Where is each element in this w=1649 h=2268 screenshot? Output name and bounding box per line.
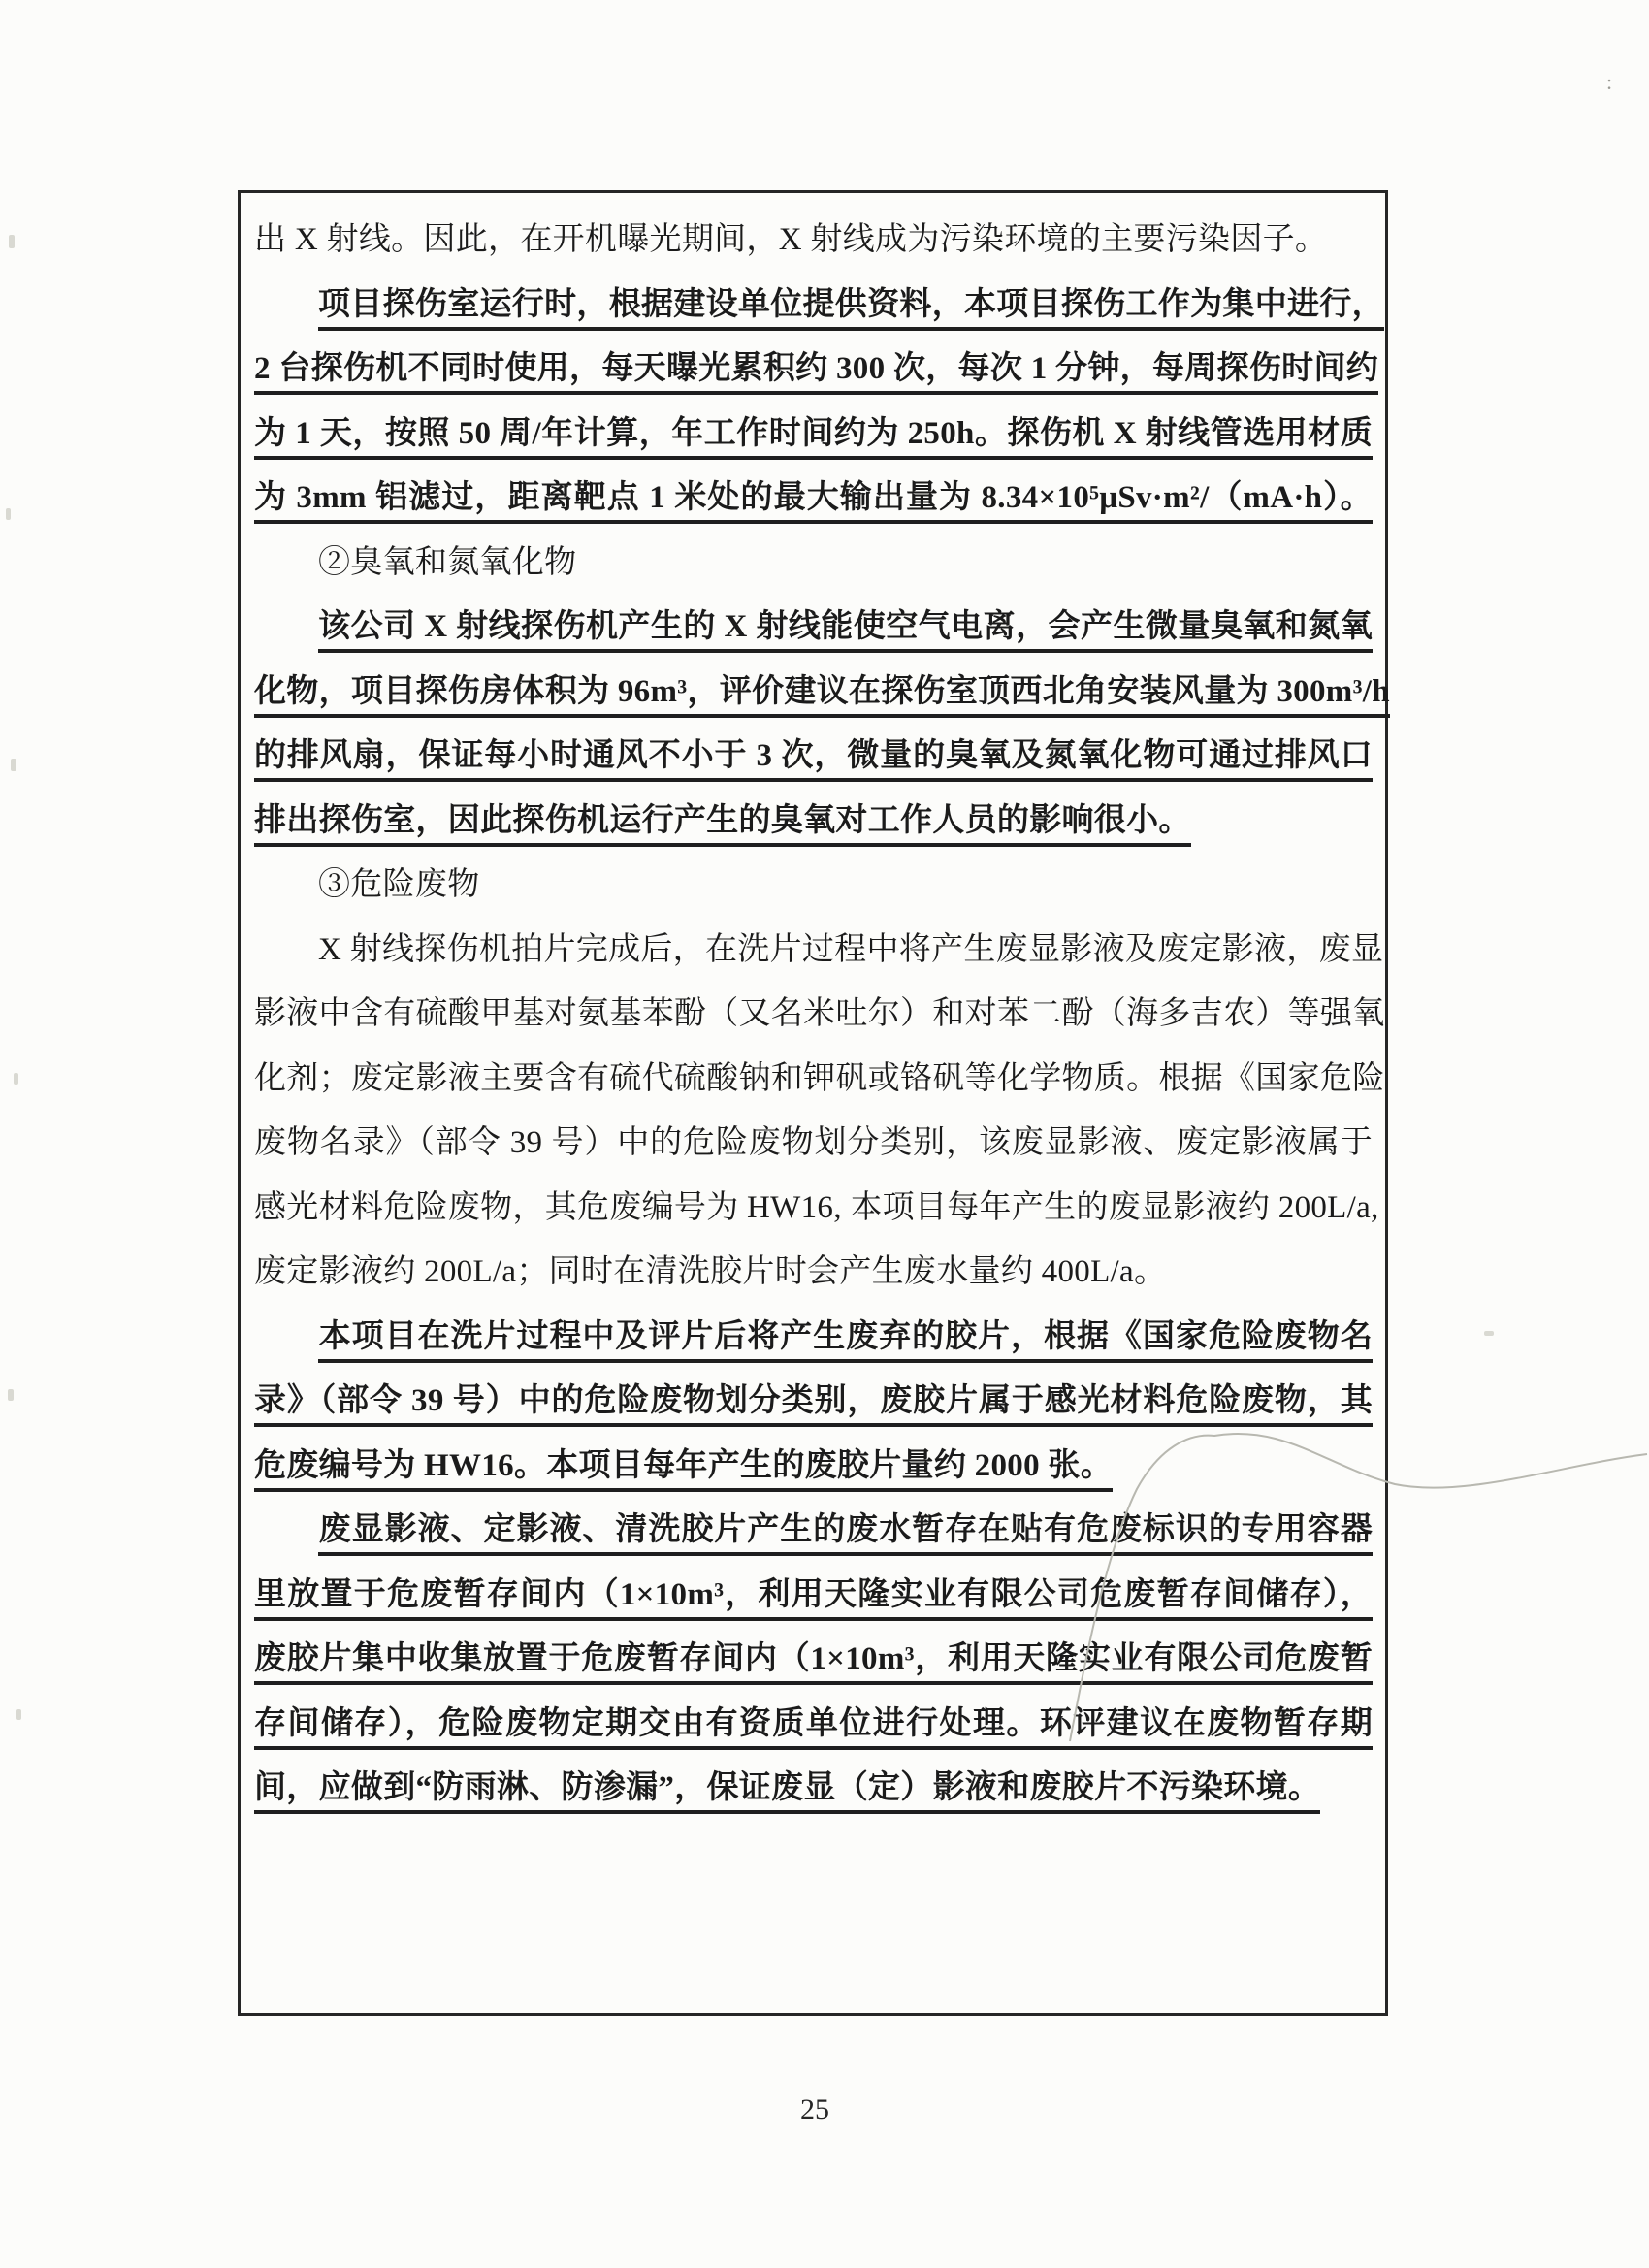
scan-speckle bbox=[11, 759, 16, 771]
text-line bbox=[254, 337, 1379, 402]
page-number: 25 bbox=[800, 2093, 829, 2125]
underlined-text: 本项目在洗片过程中及评片后将产生废弃的胶片，根据《国家危险废物名 bbox=[318, 1319, 1373, 1363]
text-line bbox=[254, 595, 1373, 660]
text-line bbox=[254, 1563, 1373, 1628]
text-line bbox=[254, 1498, 1373, 1563]
text-line bbox=[254, 531, 1373, 596]
paragraph-indent bbox=[254, 635, 318, 636]
text-line bbox=[254, 853, 1373, 918]
text-line bbox=[254, 1111, 1373, 1176]
text-line bbox=[254, 660, 1390, 725]
text-line bbox=[254, 1305, 1373, 1370]
text-line bbox=[254, 724, 1373, 789]
body-text: 出 X 射线。因此，在开机曝光期间，X 射线成为污染环境的主要污染因子。 bbox=[254, 222, 1328, 257]
underlined-text: 化物，项目探伤房体积为 96m³，评价建议在探伤室顶西北角安装风量为 300m³/h bbox=[254, 674, 1390, 718]
text-line bbox=[254, 982, 1385, 1047]
scan-speckle bbox=[1484, 1331, 1494, 1336]
body-text: 废物名录》（部令 39 号）中的危险废物划分类别，该废显影液、废定影液属于 bbox=[254, 1125, 1373, 1160]
underlined-text: 间，应做到“防雨淋、防渗漏”，保证废显（定）影液和废胶片不污染环境。 bbox=[254, 1770, 1320, 1814]
text-line bbox=[254, 466, 1373, 531]
scan-speckle bbox=[8, 1389, 14, 1401]
underlined-text: 存间储存），危险废物定期交由有资质单位进行处理。环评建议在废物暂存期 bbox=[254, 1706, 1373, 1750]
underlined-text: 录》（部令 39 号）中的危险废物划分类别，废胶片属于感光材料危险废物，其 bbox=[254, 1383, 1373, 1427]
text-line bbox=[254, 1369, 1373, 1434]
text-line bbox=[254, 1240, 1373, 1305]
text-line bbox=[254, 1627, 1373, 1692]
text-line bbox=[254, 1692, 1373, 1757]
scan-speckle bbox=[9, 235, 15, 248]
text-line bbox=[254, 918, 1384, 983]
text-line bbox=[254, 1176, 1379, 1241]
body-text: 废定影液约 200L/a；同时在清洗胶片时会产生废水量约 400L/a。 bbox=[254, 1254, 1167, 1289]
body-text: 化剂；废定影液主要含有硫代硫酸钠和钾矾或铬矾等化学物质。根据《国家危险 bbox=[254, 1060, 1385, 1096]
paragraph-indent bbox=[254, 313, 318, 314]
content-box bbox=[238, 190, 1388, 2016]
scan-speckle bbox=[6, 508, 11, 520]
underlined-text: 里放置于危废暂存间内（1×10m³，利用天隆实业有限公司危废暂存间储存）， bbox=[254, 1577, 1373, 1621]
underlined-text: 废胶片集中收集放置于危废暂存间内（1×10m³，利用天隆实业有限公司危废暂 bbox=[254, 1641, 1373, 1685]
body-text: 感光材料危险废物，其危废编号为 HW16, 本项目每年产生的废显影液约 200L/a, bbox=[254, 1189, 1379, 1225]
body-text: ②臭氧和氮氧化物 bbox=[318, 544, 577, 580]
scan-speckle bbox=[14, 1073, 18, 1085]
underlined-text: 为 1 天，按照 50 周/年计算，年工作时间约为 250h。探伤机 X 射线管选用材质 bbox=[254, 416, 1373, 460]
body-text: ③危险废物 bbox=[318, 867, 480, 902]
underlined-text: 项目探伤室运行时，根据建设单位提供资料，本项目探伤工作为集中进行， bbox=[318, 287, 1384, 331]
paragraph-indent bbox=[254, 958, 318, 959]
underlined-text: 排出探伤室，因此探伤机运行产生的臭氧对工作人员的影响很小。 bbox=[254, 803, 1191, 847]
text-line bbox=[254, 1756, 1373, 1821]
scan-speckle bbox=[16, 1709, 21, 1720]
paragraph-indent bbox=[254, 571, 318, 572]
text-line bbox=[254, 208, 1373, 273]
text-line bbox=[254, 402, 1373, 467]
paragraph-indent bbox=[254, 893, 318, 894]
text-line bbox=[254, 789, 1373, 854]
paragraph-indent bbox=[254, 1345, 318, 1346]
text-line bbox=[254, 273, 1384, 338]
underlined-text: 2 台探伤机不同时使用，每天曝光累积约 300 次，每次 1 分钟，每周探伤时间约 bbox=[254, 351, 1378, 395]
underlined-text: 危废编号为 HW16。本项目每年产生的废胶片量约 2000 张。 bbox=[254, 1448, 1113, 1492]
text-line bbox=[254, 1434, 1373, 1499]
body-text: 影液中含有硫酸甲基对氨基苯酚（又名米吐尔）和对苯二酚（海多吉农）等强氧 bbox=[254, 996, 1385, 1031]
text-line bbox=[254, 1047, 1385, 1112]
body-text: X 射线探伤机拍片完成后，在洗片过程中将产生废显影液及废定影液，废显 bbox=[318, 931, 1384, 967]
scan-mark-top-right: : bbox=[1606, 70, 1613, 94]
underlined-text: 的排风扇，保证每小时通风不小于 3 次，微量的臭氧及氮氧化物可通过排风口 bbox=[254, 738, 1373, 782]
text-lines bbox=[254, 208, 1390, 1821]
underlined-text: 废显影液、定影液、清洗胶片产生的废水暂存在贴有危废标识的专用容器 bbox=[318, 1512, 1373, 1556]
underlined-text: 该公司 X 射线探伤机产生的 X 射线能使空气电离，会产生微量臭氧和氮氧 bbox=[318, 609, 1373, 653]
underlined-text: 为 3mm 铝滤过，距离靶点 1 米处的最大输出量为 8.34×10⁵μSv·m²/（mA·h）。 bbox=[254, 480, 1373, 524]
